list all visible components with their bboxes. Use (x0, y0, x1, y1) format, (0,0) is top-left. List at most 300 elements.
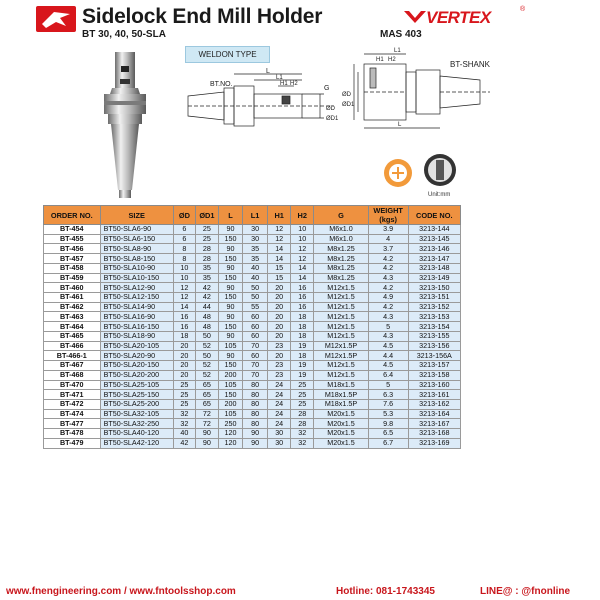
table-row (44, 263, 461, 273)
dim-g-label: G (324, 85, 330, 92)
table-cell: 15 (268, 263, 291, 273)
table-cell: 12 (268, 234, 291, 244)
dim-d-label: ØD (326, 106, 335, 112)
dim-l-label: L (266, 68, 270, 75)
table-cell: 150 (218, 273, 242, 283)
sidelock-badge-icon (422, 152, 458, 188)
table-cell: 3213-157 (408, 361, 460, 371)
table-cell: 35 (195, 263, 218, 273)
table-cell: 200 (218, 399, 242, 409)
order-no-cell: BT-466-1 (44, 351, 101, 361)
table-cell: BT50-SLA12-90 (100, 283, 173, 293)
table-cell: 3213-150 (408, 283, 460, 293)
table-cell: 150 (218, 293, 242, 303)
table-cell: 10 (173, 273, 195, 283)
table-cell: 32 (173, 409, 195, 419)
table-cell: 80 (243, 380, 268, 390)
order-no-cell: BT-463 (44, 312, 101, 322)
table-cell: 65 (195, 399, 218, 409)
spec-table (43, 205, 461, 449)
table-cell: 23 (268, 370, 291, 380)
table-cell: 3213-144 (408, 225, 460, 235)
table-cell: 25 (173, 399, 195, 409)
table-cell: 3213-160 (408, 380, 460, 390)
table-cell: M20x1.5 (314, 419, 368, 429)
table-cell: 20 (268, 293, 291, 303)
table-cell: 72 (195, 409, 218, 419)
order-no-cell: BT-456 (44, 244, 101, 254)
table-cell: 50 (195, 331, 218, 341)
table-cell: 4.5 (368, 341, 408, 351)
table-cell: BT50-SLA25-105 (100, 380, 173, 390)
dim-btno-label: BT.NO. (210, 81, 233, 88)
table-cell: BT50-SLA10-150 (100, 273, 173, 283)
table-cell: 23 (268, 361, 291, 371)
table-row (44, 380, 461, 390)
table-cell: 25 (173, 390, 195, 400)
table-cell: 24 (268, 419, 291, 429)
table-cell: 4.4 (368, 351, 408, 361)
table-cell: 3213-156 (408, 341, 460, 351)
table-cell: 20 (268, 312, 291, 322)
order-no-cell: BT-466 (44, 341, 101, 351)
table-cell: 32 (291, 429, 314, 439)
table-cell: 48 (195, 322, 218, 332)
table-cell: 52 (195, 370, 218, 380)
table-cell: 52 (195, 341, 218, 351)
table-cell: 20 (173, 351, 195, 361)
table-cell: 50 (243, 283, 268, 293)
table-cell: 16 (291, 302, 314, 312)
table-cell: 80 (243, 409, 268, 419)
table-cell: 3213-156A (408, 351, 460, 361)
table-cell: 40 (173, 429, 195, 439)
table-cell: 20 (268, 302, 291, 312)
table-cell: 90 (243, 438, 268, 448)
table-cell: 18 (291, 322, 314, 332)
table-cell: 90 (218, 351, 242, 361)
table-cell: BT50-SLA10-90 (100, 263, 173, 273)
table-cell: 6.4 (368, 370, 408, 380)
table-row (44, 312, 461, 322)
table-cell: BT50-SLA12-150 (100, 293, 173, 303)
table-cell: M18x1.5P (314, 399, 368, 409)
product-photo (96, 50, 154, 200)
table-cell: 3213-154 (408, 322, 460, 332)
holder-dimension-drawing (184, 66, 344, 146)
table-cell: BT50-SLA8-150 (100, 254, 173, 264)
table-cell: BT50-SLA20-200 (100, 370, 173, 380)
table-cell: M12x1.5P (314, 351, 368, 361)
order-no-cell: BT-478 (44, 429, 101, 439)
table-cell: M8x1.25 (314, 263, 368, 273)
table-row (44, 390, 461, 400)
order-no-cell: BT-459 (44, 273, 101, 283)
table-cell: 55 (243, 302, 268, 312)
table-cell: 6 (173, 234, 195, 244)
table-cell: 12 (268, 225, 291, 235)
dim-h1-label: H1 (280, 81, 288, 87)
table-cell: 20 (268, 283, 291, 293)
table-cell: M12x1.5 (314, 312, 368, 322)
table-cell: 3.7 (368, 244, 408, 254)
table-cell: 32 (173, 419, 195, 429)
table-row (44, 341, 461, 351)
table-cell: 8 (173, 254, 195, 264)
table-cell: 150 (218, 254, 242, 264)
table-cell: 70 (243, 370, 268, 380)
table-cell: 60 (243, 322, 268, 332)
standard-label: MAS 403 (380, 29, 422, 40)
table-cell: 3213-152 (408, 302, 460, 312)
table-cell: BT50-SLA32-105 (100, 409, 173, 419)
table-cell: 90 (195, 429, 218, 439)
table-cell: 24 (268, 380, 291, 390)
table-cell: M8x1.25 (314, 244, 368, 254)
table-cell: 3213-155 (408, 331, 460, 341)
table-cell: 16 (291, 293, 314, 303)
table-cell: 80 (243, 390, 268, 400)
order-no-cell: BT-455 (44, 234, 101, 244)
table-cell: 5 (368, 322, 408, 332)
table-cell: 40 (243, 263, 268, 273)
table-cell: M12x1.5 (314, 283, 368, 293)
table-row (44, 234, 461, 244)
table-cell: 90 (218, 302, 242, 312)
table-cell: 5 (368, 380, 408, 390)
table-cell: 4.2 (368, 263, 408, 273)
order-no-cell: BT-468 (44, 370, 101, 380)
column-header: G (314, 206, 368, 225)
bt-shank-label: BT-SHANK (450, 60, 491, 69)
table-row (44, 273, 461, 283)
table-cell: 19 (291, 361, 314, 371)
table-cell: 3213-153 (408, 312, 460, 322)
table-cell: 28 (291, 409, 314, 419)
table-cell: 6.5 (368, 429, 408, 439)
table-cell: 80 (243, 419, 268, 429)
table-cell: 20 (268, 322, 291, 332)
table-cell: 10 (173, 263, 195, 273)
table-row (44, 331, 461, 341)
order-no-cell: BT-470 (44, 380, 101, 390)
table-cell: 12 (173, 283, 195, 293)
table-cell: 14 (291, 273, 314, 283)
table-cell: 42 (173, 438, 195, 448)
table-cell: 30 (268, 438, 291, 448)
column-header: ORDER NO. (44, 206, 101, 225)
footer-hotline: Hotline: 081-1743345 (336, 586, 435, 597)
table-cell: 3213-149 (408, 273, 460, 283)
column-header: WEIGHT (kgs) (368, 206, 408, 225)
table-cell: 30 (243, 234, 268, 244)
weldon-type-label: WELDON TYPE (185, 46, 270, 63)
table-cell: M8x1.25 (314, 273, 368, 283)
table-cell: BT50-SLA20-150 (100, 361, 173, 371)
table-cell: BT50-SLA18-90 (100, 331, 173, 341)
table-row (44, 225, 461, 235)
column-header: CODE NO. (408, 206, 460, 225)
table-cell: 90 (218, 263, 242, 273)
column-header: H2 (291, 206, 314, 225)
table-cell: M20x1.5 (314, 409, 368, 419)
dim-h2-label: H2 (290, 81, 298, 87)
table-cell: 4.3 (368, 331, 408, 341)
table-cell: 12 (173, 293, 195, 303)
table-cell: 3213-167 (408, 419, 460, 429)
table-cell: 19 (291, 341, 314, 351)
vertex-mark-icon (404, 10, 426, 24)
order-no-cell: BT-461 (44, 293, 101, 303)
vertex-logo (404, 8, 524, 26)
table-cell: 3213-158 (408, 370, 460, 380)
order-no-cell: BT-454 (44, 225, 101, 235)
table-row (44, 254, 461, 264)
table-cell: 3213-168 (408, 429, 460, 439)
table-cell: M6x1.0 (314, 225, 368, 235)
table-cell: 25 (291, 390, 314, 400)
table-cell: 4.3 (368, 312, 408, 322)
table-cell: 30 (243, 225, 268, 235)
table-cell: 150 (218, 322, 242, 332)
table-cell: M12x1.5 (314, 322, 368, 332)
shank-h1-label: H1 (376, 57, 384, 63)
shank-section-drawing (340, 44, 500, 134)
table-cell: M12x1.5 (314, 302, 368, 312)
table-cell: 90 (195, 438, 218, 448)
table-cell: 4.3 (368, 273, 408, 283)
table-cell: 4 (368, 234, 408, 244)
table-cell: 24 (268, 399, 291, 409)
table-cell: 5.3 (368, 409, 408, 419)
column-header: L (218, 206, 242, 225)
table-cell: 105 (218, 341, 242, 351)
table-cell: 4.9 (368, 293, 408, 303)
order-no-cell: BT-462 (44, 302, 101, 312)
table-cell: 4.2 (368, 283, 408, 293)
order-no-cell: BT-467 (44, 361, 101, 371)
table-cell: 60 (243, 331, 268, 341)
table-cell: BT50-SLA40-120 (100, 429, 173, 439)
dim-l1-label: L1 (276, 75, 283, 81)
column-header: ØD (173, 206, 195, 225)
table-cell: 90 (218, 283, 242, 293)
table-cell: 10 (291, 234, 314, 244)
table-cell: 150 (218, 234, 242, 244)
vertex-brand-text: VERTEX (426, 8, 491, 27)
table-cell: 48 (195, 312, 218, 322)
order-no-cell: BT-477 (44, 419, 101, 429)
table-cell: M12x1.5 (314, 331, 368, 341)
table-cell: 42 (195, 293, 218, 303)
table-row (44, 283, 461, 293)
table-cell: 200 (218, 370, 242, 380)
registered-mark: ® (520, 6, 526, 13)
table-cell: 4.2 (368, 302, 408, 312)
table-cell: 32 (291, 438, 314, 448)
table-cell: 12 (291, 244, 314, 254)
table-cell: 90 (243, 429, 268, 439)
table-cell: M12x1.5 (314, 361, 368, 371)
table-cell: BT50-SLA25-150 (100, 390, 173, 400)
table-row (44, 429, 461, 439)
table-cell: 4.5 (368, 361, 408, 371)
table-cell: 35 (243, 244, 268, 254)
table-row (44, 351, 461, 361)
table-cell: M12x1.5 (314, 370, 368, 380)
table-cell: 9.8 (368, 419, 408, 429)
unit-label: Unit:mm (428, 192, 451, 198)
table-cell: 65 (195, 380, 218, 390)
table-cell: 150 (218, 390, 242, 400)
order-no-cell: BT-479 (44, 438, 101, 448)
table-cell: 19 (291, 370, 314, 380)
table-cell: BT50-SLA6-150 (100, 234, 173, 244)
table-cell: 3213-146 (408, 244, 460, 254)
table-cell: BT50-SLA42-120 (100, 438, 173, 448)
table-cell: BT50-SLA25-200 (100, 399, 173, 409)
table-header-row (44, 206, 461, 225)
order-no-cell: BT-471 (44, 390, 101, 400)
shank-l1-label: L1 (394, 48, 401, 54)
table-row (44, 361, 461, 371)
table-cell: BT50-SLA14-90 (100, 302, 173, 312)
table-cell: 50 (243, 293, 268, 303)
table-cell: 6.3 (368, 390, 408, 400)
table-cell: M6x1.0 (314, 234, 368, 244)
company-logo (36, 6, 76, 32)
table-cell: 18 (173, 331, 195, 341)
table-cell: M20x1.5 (314, 438, 368, 448)
table-cell: 3213-162 (408, 399, 460, 409)
table-cell: 3213-148 (408, 263, 460, 273)
table-cell: 3213-164 (408, 409, 460, 419)
page-subtitle: BT 30, 40, 50-SLA (82, 29, 166, 40)
table-cell: 3213-169 (408, 438, 460, 448)
table-cell: 28 (291, 419, 314, 429)
table-cell: 6.7 (368, 438, 408, 448)
table-cell: 16 (173, 312, 195, 322)
table-cell: 60 (243, 312, 268, 322)
column-header: L1 (243, 206, 268, 225)
order-no-cell: BT-460 (44, 283, 101, 293)
table-cell: 6 (173, 225, 195, 235)
table-cell: 3213-147 (408, 254, 460, 264)
table-row (44, 244, 461, 254)
table-cell: 20 (173, 361, 195, 371)
shank-d-label: ØD (342, 92, 351, 98)
table-cell: 3213-145 (408, 234, 460, 244)
table-cell: 40 (243, 273, 268, 283)
table-cell: 14 (268, 254, 291, 264)
table-cell: BT50-SLA20-90 (100, 351, 173, 361)
table-cell: BT50-SLA16-150 (100, 322, 173, 332)
table-cell: 16 (173, 322, 195, 332)
table-row (44, 293, 461, 303)
table-cell: 18 (291, 331, 314, 341)
table-cell: 70 (243, 361, 268, 371)
table-cell: 250 (218, 419, 242, 429)
accuracy-badge-icon (380, 158, 416, 190)
table-cell: 28 (195, 244, 218, 254)
table-cell: M8x1.25 (314, 254, 368, 264)
table-cell: 52 (195, 361, 218, 371)
table-cell: 90 (218, 312, 242, 322)
table-cell: 30 (268, 429, 291, 439)
shank-l-label: L (398, 122, 402, 128)
table-cell: 65 (195, 390, 218, 400)
table-cell: 25 (173, 380, 195, 390)
footer-line-id: LINE@ : @fnonline (480, 586, 571, 597)
order-no-cell: BT-458 (44, 263, 101, 273)
table-cell: 50 (195, 351, 218, 361)
table-cell: 35 (243, 254, 268, 264)
table-cell: 23 (268, 341, 291, 351)
column-header: SIZE (100, 206, 173, 225)
table-cell: 28 (195, 254, 218, 264)
table-cell: 70 (243, 341, 268, 351)
column-header: H1 (268, 206, 291, 225)
table-cell: BT50-SLA6-90 (100, 225, 173, 235)
table-row (44, 399, 461, 409)
table-cell: 20 (268, 331, 291, 341)
table-cell: M12x1.5P (314, 341, 368, 351)
order-no-cell: BT-465 (44, 331, 101, 341)
page-title: Sidelock End Mill Holder (82, 5, 323, 28)
table-row (44, 409, 461, 419)
table-cell: 60 (243, 351, 268, 361)
table-cell: 18 (291, 312, 314, 322)
table-cell: 44 (195, 302, 218, 312)
table-cell: 25 (291, 380, 314, 390)
table-cell: 20 (173, 341, 195, 351)
table-cell: 14 (173, 302, 195, 312)
table-cell: 42 (195, 283, 218, 293)
order-no-cell: BT-457 (44, 254, 101, 264)
table-cell: 3213-161 (408, 390, 460, 400)
table-row (44, 322, 461, 332)
table-cell: 15 (268, 273, 291, 283)
table-cell: 10 (291, 225, 314, 235)
column-header: ØD1 (195, 206, 218, 225)
table-cell: 120 (218, 429, 242, 439)
order-no-cell: BT-474 (44, 409, 101, 419)
order-no-cell: BT-472 (44, 399, 101, 409)
table-row (44, 419, 461, 429)
table-cell: 25 (195, 225, 218, 235)
table-cell: 14 (291, 263, 314, 273)
table-cell: BT50-SLA32-250 (100, 419, 173, 429)
table-cell: BT50-SLA16-90 (100, 312, 173, 322)
footer-websites[interactable]: www.fnengineering.com / www.fntoolsshop.com (6, 586, 236, 597)
table-cell: 35 (195, 273, 218, 283)
shank-d1-label: ØD1 (342, 102, 355, 108)
dim-d1-label: ØD1 (326, 116, 339, 122)
table-cell: M12x1.5 (314, 293, 368, 303)
table-cell: 20 (173, 370, 195, 380)
table-cell: 16 (291, 283, 314, 293)
table-cell: 18 (291, 351, 314, 361)
table-cell: 90 (218, 225, 242, 235)
table-cell: 7.6 (368, 399, 408, 409)
table-row (44, 370, 461, 380)
table-cell: 8 (173, 244, 195, 254)
table-cell: 80 (243, 399, 268, 409)
table-cell: BT50-SLA8-90 (100, 244, 173, 254)
table-cell: 105 (218, 409, 242, 419)
table-cell: 14 (268, 244, 291, 254)
order-no-cell: BT-464 (44, 322, 101, 332)
